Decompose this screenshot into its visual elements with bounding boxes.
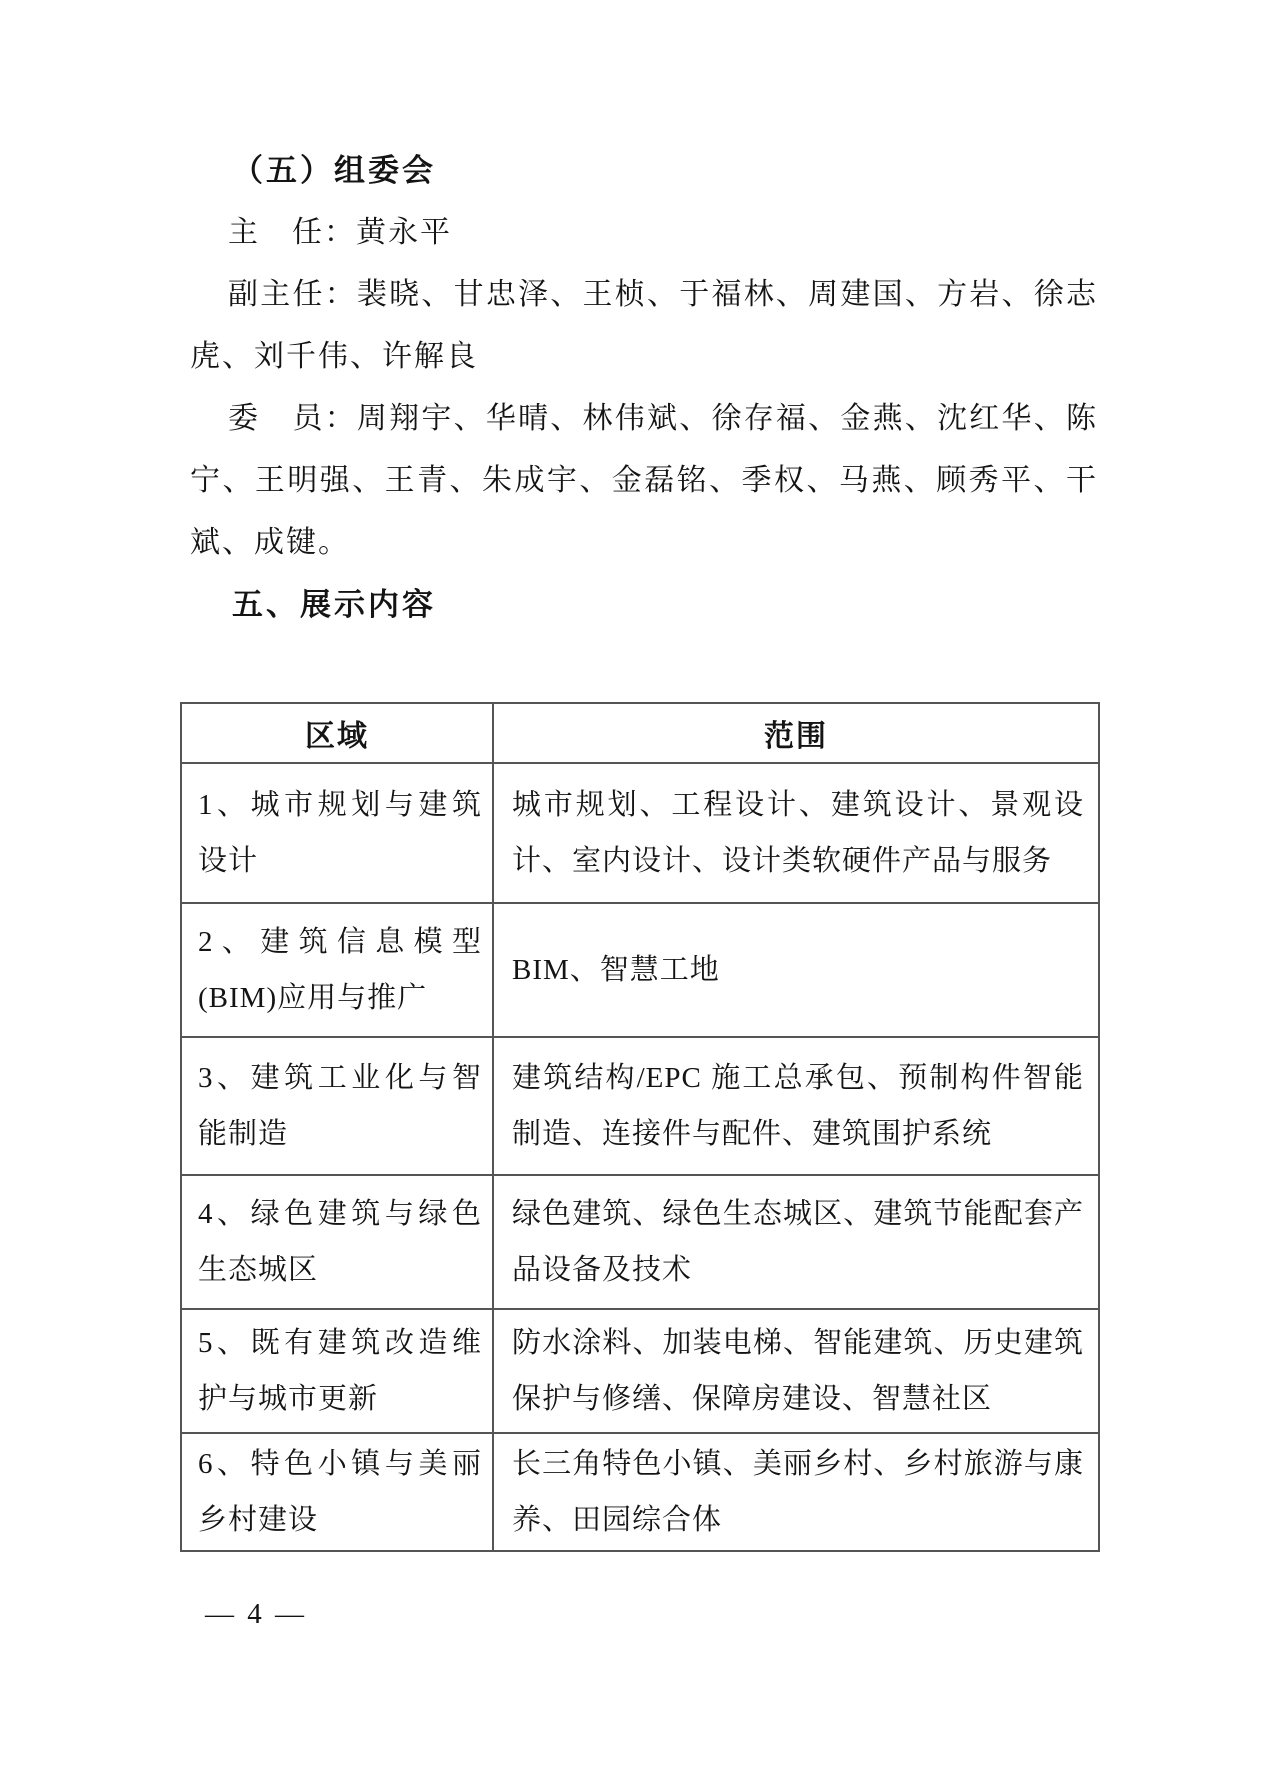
table-row <box>181 1037 1099 1175</box>
scope-cell: 防水涂料、加装电梯、智能建筑、历史建筑保护与修缮、保障房建设、智慧社区 <box>493 1309 1099 1433</box>
scope-cell: 城市规划、工程设计、建筑设计、景观设计、室内设计、设计类软硬件产品与服务 <box>493 763 1099 903</box>
area-cell: 4、绿色建筑与绿色生态城区 <box>181 1175 493 1309</box>
exhibition-content-table <box>180 702 1100 1552</box>
document-body <box>190 140 1098 636</box>
table-row <box>181 1175 1099 1309</box>
scope-cell: 长三角特色小镇、美丽乡村、乡村旅游与康养、田园综合体 <box>493 1433 1099 1551</box>
paragraph-deputy-directors: 副主任：裴晓、甘忠泽、王桢、于福林、周建国、方岩、徐志虎、刘千伟、许解良 <box>190 278 1098 373</box>
area-cell: 1、城市规划与建筑设计 <box>181 763 493 903</box>
scope-cell: 建筑结构/EPC 施工总承包、预制构件智能制造、连接件与配件、建筑围护系统 <box>493 1037 1099 1175</box>
table-header-area: 区域 <box>181 703 493 763</box>
area-cell: 3、建筑工业化与智能制造 <box>181 1037 493 1175</box>
table-header-row <box>181 703 1099 763</box>
section-heading-display-content: 五、展示内容 <box>232 587 436 622</box>
page-number: — 4 — <box>205 1598 307 1630</box>
paragraph-members: 委 员：周翔宇、华晴、林伟斌、徐存福、金燕、沈红华、陈宁、王明强、王青、朱成宇、金磊铭、季权、马燕、顾秀平、干斌、成键。 <box>190 402 1098 559</box>
table-row <box>181 1433 1099 1551</box>
scope-cell: BIM、智慧工地 <box>493 903 1099 1037</box>
table-row <box>181 1309 1099 1433</box>
table-row <box>181 763 1099 903</box>
table-row <box>181 903 1099 1037</box>
scope-cell: 绿色建筑、绿色生态城区、建筑节能配套产品设备及技术 <box>493 1175 1099 1309</box>
area-cell: 2、建筑信息模型(BIM)应用与推广 <box>181 903 493 1037</box>
table-header-scope: 范围 <box>493 703 1099 763</box>
section-heading-committee: （五）组委会 <box>232 153 436 188</box>
paragraph-director: 主 任：黄永平 <box>228 216 452 249</box>
area-cell: 6、特色小镇与美丽乡村建设 <box>181 1433 493 1551</box>
area-cell: 5、既有建筑改造维护与城市更新 <box>181 1309 493 1433</box>
